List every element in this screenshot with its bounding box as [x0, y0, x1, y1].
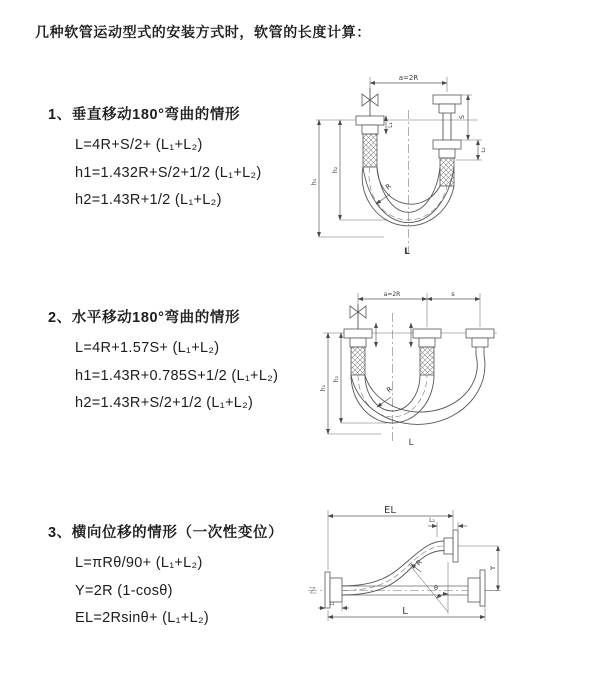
formula-length: L=4R+S/2+ (L₁+L₂): [75, 137, 203, 153]
length-label: L: [404, 247, 410, 257]
svg-text:EL: EL: [384, 505, 396, 516]
dimension-h1: [320, 333, 381, 434]
original-position-pipe: [342, 570, 485, 606]
svg-text:a=2R: a=2R: [398, 74, 419, 82]
diagram-vertical-180-bend: [306, 70, 491, 260]
formula-h1: h1=1.43R+0.785S+1/2 (L₁+L₂): [75, 367, 279, 384]
svg-text:h₂: h₂: [333, 375, 340, 383]
section-horizontal-movement: [48, 306, 278, 418]
formula-length: L=πRθ/90+ (L₁+L₂): [75, 555, 203, 571]
middle-flange: [413, 329, 441, 375]
svg-text:L₂: L₂: [481, 147, 487, 153]
section-1-heading: 1、垂直移动180°弯曲的情形: [48, 107, 241, 123]
displaced-hose: [342, 541, 444, 595]
dimension-h2: [331, 120, 388, 220]
section-3-formulas: [75, 550, 283, 633]
dimension-s: [427, 290, 480, 327]
left-flange: [344, 329, 372, 375]
diagram-horizontal-180-bend: [315, 285, 535, 450]
section-2-heading: 2、水平移动180°弯曲的情形: [48, 310, 241, 326]
displaced-flange: [444, 530, 458, 562]
radius-callout: [411, 558, 424, 572]
section-3-heading: 3、横向位移的情形（一次性变位）: [48, 525, 284, 541]
dimension-s: [458, 95, 482, 140]
svg-text:L₂: L₂: [429, 517, 435, 524]
dimension-l1: [318, 599, 349, 611]
dimension-a2r: [370, 74, 447, 92]
formula-el: EL=2Rsinθ+ (L₁+L₂): [75, 610, 210, 626]
formula-h2: h2=1.43R+1/2 (L₁+L₂): [75, 192, 222, 208]
svg-text:L₁: L₁: [387, 122, 394, 128]
svg-text:L₁: L₁: [329, 601, 335, 607]
section-2-formulas: [75, 335, 278, 418]
right-riser: [433, 95, 461, 186]
svg-text:S: S: [458, 114, 466, 120]
svg-text:s: s: [451, 290, 455, 298]
left-hose-braid: [363, 134, 377, 167]
page-title: 几种软管运动型式的安装方式时，软管的长度计算：: [35, 24, 371, 40]
svg-text:h₁: h₁: [320, 384, 327, 392]
svg-text:R: R: [384, 182, 394, 192]
svg-text:L: L: [402, 606, 408, 617]
dimension-el: [328, 505, 453, 570]
diagram-lateral-displacement: [305, 502, 505, 652]
svg-text:h₂: h₂: [331, 166, 339, 174]
formula-length: L=4R+1.57S+ (L₁+L₂): [75, 340, 220, 356]
left-flange: [356, 116, 384, 134]
svg-text:a=2R: a=2R: [383, 291, 401, 298]
svg-text:R: R: [414, 558, 424, 568]
right-flange: [466, 329, 494, 355]
formula-y: Y=2R (1-cosθ): [75, 582, 173, 599]
svg-text:Y: Y: [489, 565, 497, 571]
angle-construction: [409, 562, 448, 614]
svg-text:h₁: h₁: [310, 178, 318, 186]
radius-callout: [377, 385, 394, 407]
dimension-l1: [386, 116, 394, 134]
svg-text:R: R: [385, 385, 395, 395]
theta-label: θ: [434, 584, 438, 592]
formula-h2: h2=1.43R+S/2+1/2 (L₁+L₂): [75, 395, 254, 411]
section-1-formulas: [75, 132, 262, 215]
dimension-l: [328, 606, 485, 621]
formula-h1: h1=1.432R+S/2+1/2 (L₁+L₂): [75, 164, 262, 181]
section-vertical-movement: [48, 103, 262, 215]
length-label: L: [408, 438, 414, 448]
dimension-l2: [428, 517, 467, 537]
section-lateral-displacement: [48, 521, 283, 633]
hose-u-bend: [351, 355, 485, 424]
